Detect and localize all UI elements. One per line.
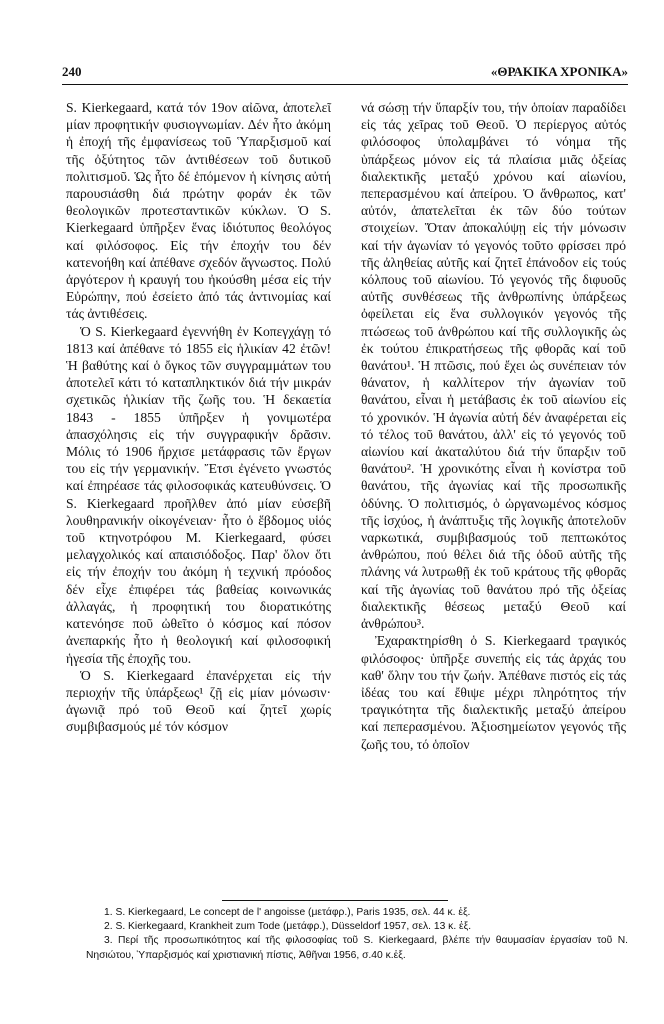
- footnotes: [86, 906, 628, 963]
- right-column: [361, 99, 626, 753]
- left-column: [66, 99, 331, 736]
- page-number: 240: [62, 64, 82, 79]
- page-header: [62, 64, 628, 80]
- paragraph: S. Kierkegaard, κατά τόν 19ον αἰῶνα, ἀποτελεῖ μίαν προφητικήν φυσιογνωμίαν. Δέν ἦτο ἀκόμη ἡ ἐποχή τῆς ἐμφανίσεως τοῦ Ὑπαρξισμοῦ καί τῆς ὀξύτητος τῶν ἀντιθέσεων τοῦ δυτικοῦ πολιτισμοῦ. Ὡς ἦτο δέ ἑπόμενον ἡ κίνησις αὐτή παρουσιάσθη διά πρώτην φοράν ἐκ τῶν θεολογικῶν προτεσταντικῶν κύκλων. Ὁ S. Kierkegaard ὑπῆρξεν ἕνας ἰδιότυπος θεολόγος καί φιλόσοφος. Εἰς τήν ἐποχήν του δέν κατενοήθη καί ἀπέθανε σχεδόν ἄγνωστος. Πολύ ἀργότερον ἡ κραυγή του ἠκούσθη μέσα εἰς τήν Εὐρώπην, πού ἐσείετο ἀπό τάς ἀντινομίας καί τάς ἀντιθέσεις.: [66, 100, 331, 322]
- footnote-rule: [222, 900, 448, 901]
- footnote: 2. S. Kierkegaard, Krankheit zum Tode (μετάφρ.), Düsseldorf 1957, σελ. 13 κ. ἑξ.: [104, 921, 472, 933]
- paragraph: Ὁ S. Kierkegaard ἐπανέρχεται εἰς τήν περιοχήν τῆς ὑπάρξεως¹ ζῇ εἰς μίαν μόνωσιν· ἀγωνιᾷ πρό τοῦ Θεοῦ καί ζητεῖ χωρίς συμβιβασμούς μέ τόν κόσμον: [66, 667, 331, 735]
- paragraph: Ἐχαρακτηρίσθη ὁ S. Kierkegaard τραγικός φιλόσοφος· ὑπῆρξε συνεπής εἰς τάς ἀρχάς του καθ' ὅλην του τήν ζωήν. Ἀπέθανε πιστός εἰς τάς ἰδέας του καί ἔθιψε μέχρι πληρότητος τήν τραγικότητα τῆς διαλεκτικῆς μεταξύ ἀπείρου καί πεπερασμένου. Ἀξιοσημείωτον γεγονός τῆς ζωῆς του, τό ὁποῖον: [361, 633, 626, 752]
- paragraph: νά σώσῃ τήν ὕπαρξίν του, τήν ὁποίαν παραδίδει εἰς τάς χεῖρας τοῦ Θεοῦ. Ὁ περίεργος αὐτός φιλόσοφος ὑπολαμβάνει τό νόημα τῆς ὑπάρξεως μόνον εἰς τά πλαίσια μιᾶς ὀξείας διαλεκτικῆς μεταξύ χρόνου καί αἰωνίου, πεπερασμένου καί ἀπείρου. Ὁ ἄνθρωπος, κατ' αὐτόν, ἀπατελεῖται ἐκ τῶν δύο τούτων στοιχείων. Ὅταν ἀποκαλύψῃ εἰς τήν μόνωσιν καί τήν ἀγωνίαν τό γεγονός τοῦτο φρίσσει πρό τῆς ἀληθείας αὐτῆς καί ζητεῖ ἐπάνοδον εἰς τούς κόλπους τοῦ αἰωνίου. Τό γεγονός τῆς διφυοῦς αὐτῆς συνθέσεως τῆς ἀνθρωπίνης ὑπάρξεως ὀφείλεται εἰς ἕνα συλλογικόν γεγονός τῆς πτώσεως τοῦ ἀνθρώπου καί τῆς συλλογικῆς ὡς ἐκ τούτου ἐπικρατήσεως τῆς φθορᾶς καί τοῦ θανάτου¹. Ἡ πτῶσις, πού ἔχει ὡς συνέπειαν τόν θάνατον, ἡ καλλίτερον τήν ἀγωνίαν τοῦ θανάτου, εἶναι ἡ μετάβασις ἐκ τοῦ αἰωνίου εἰς τό χρονικόν. Ἡ ἀγωνία αὐτή δέν ἀναφέρεται εἰς τό τέλος τοῦ θανάτου, ἀλλ' εἰς τό γεγονός τοῦ αἰωνίου καί ἀκαταλύτου διά τήν ὕπαρξιν τοῦ θανάτου². Ἡ χρονικότης εἶναι ἡ κονίστρα τοῦ θανάτου, τῆς ἀγωνίας καί τῆς προσωπικῆς ὀδύνης. Ὁ πολιτισμός, ὁ ὠργανωμένος κόσμος τῆς ἰσχύος, ἡ ἀνάπτυξις τῆς λογικῆς ἀποτελοῦν ναρκωτικά, συμβιβασμούς τοῦ πεπτωκότος ἀνθρώπου, πού θέλει διά τῆς ὁδοῦ αὐτῆς τῆς πλάνης νά λυτρωθῇ ἐκ τοῦ κράτους τῆς φθορᾶς καί τῆς ἀγωνίας τοῦ θανάτου πρό τῆς ὀξείας διαλεκτικῆς θέσεως μεταξύ Θεοῦ καί ἀνθρώπου³.: [361, 100, 626, 632]
- paragraph: Ὁ S. Kierkegaard ἐγεννήθη ἐν Κοπεγχάγῃ τό 1813 καί ἀπέθανε τό 1855 εἰς ἡλικίαν 42 ἐτῶν! Ἡ βαθύτης καί ὁ ὄγκος τῶν συγγραμμάτων του ἀποτελεῖ κάτι τό καταπληκτικόν διά τήν μικράν σχετικῶς ἡλικίαν τῆς ζωῆς του. Ἡ δεκαετία 1843 - 1855 ὑπῆρξεν ἡ γονιμωτέρα ἀπασχόλησις εἰς τήν συγγραφικήν δρᾶσιν. Μόλις τό 1906 ἤρχισε μετάφρασις τῶν ἔργων του εἰς τήν γερμανικήν. Ἔτσι ἐγένετο γνωστός καί ἐπηρέασε τάς φιλοσοφικάς κατευθύνσεις. Ὁ S. Kierkegaard προῆλθεν ἀπό μίαν εὐσεβῆ λουθηρανικήν οἰκογένειαν· ἦτο ὁ ἕβδομος υἱός τοῦ κτηνοτρόφου M. Kierkegaard, φύσει μελαγχολικός καί απαισιόδοξος. Παρ' ὅλον ὅτι εἰς τήν ἐποχήν του ἀκόμη ἡ τεχνική πρόοδος δέν εἶχε ἐπιφέρει τάς βαθείας κοινωνικάς ἀλλαγάς, ἡ προφητική του διορατικότης κατενόησε ποῦ ὠθεῖτο ὁ κόσμος καί πόσον ἀνεπαρκής ἦτο ἡ θεολογική καί φιλοσοφική ἡγεσία τῆς ἐποχῆς του.: [66, 323, 331, 666]
- footnote: 1. S. Kierkegaard, Le concept de l' angoisse (μετάφρ.), Paris 1935, σελ. 44 κ. ἑξ.: [104, 907, 471, 918]
- running-title: «ΘΡΑΚΙΚΑ ΧΡΟΝΙΚΑ»: [490, 64, 628, 79]
- header-rule: [62, 84, 628, 85]
- footnote: 3. Περί τῆς προσωπικότητος καί τῆς φιλοσοφίας τοῦ S. Kierkegaard, βλέπε τήν θαυμασίαν ἐργασίαν τοῦ Ν. Νησιώτου, Ὑπαρξισμός καί χριστιανική πίστις, Ἀθῆναι 1956, σ.40 κ.ἑξ.: [86, 935, 628, 961]
